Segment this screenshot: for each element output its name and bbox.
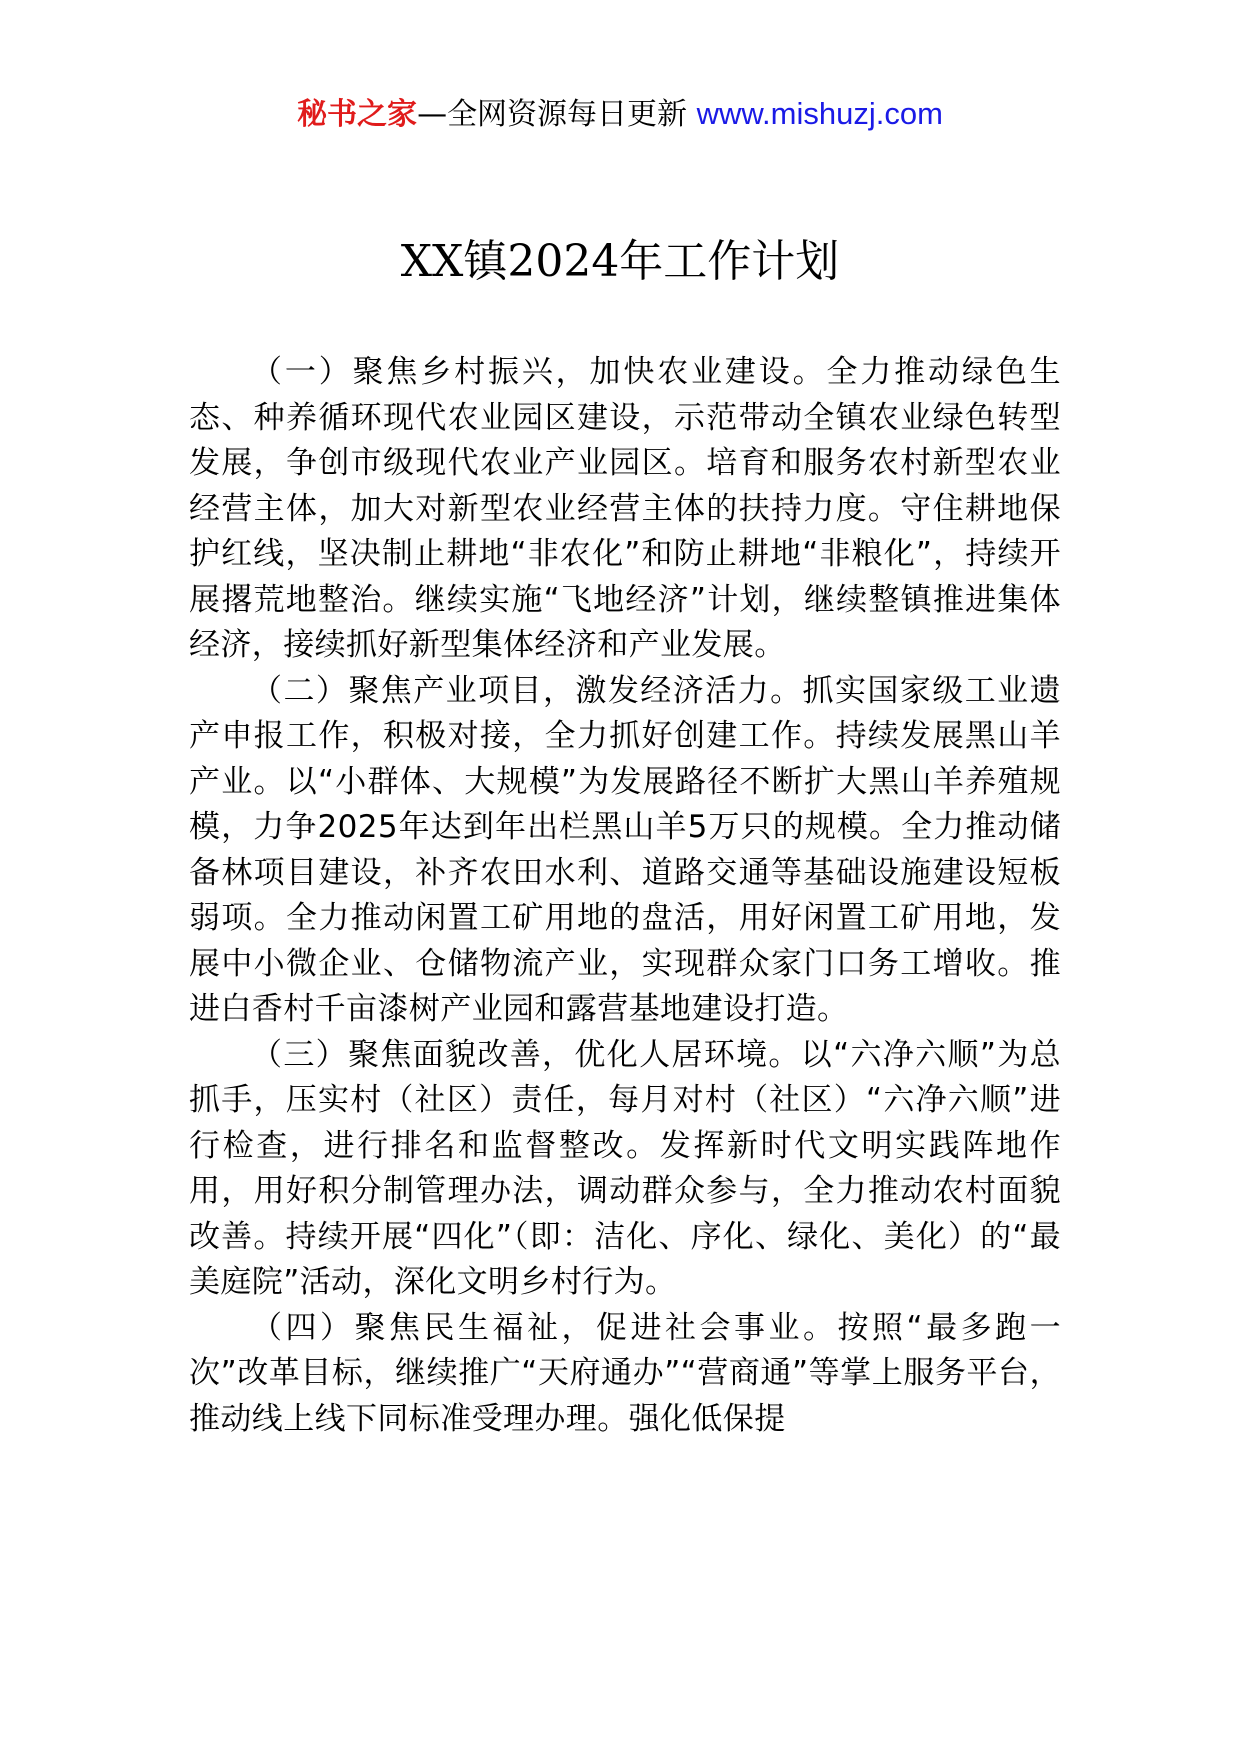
- paragraph-industrial-projects: （二）聚焦产业项目，激发经济活力。抓实国家级工业遗产申报工作，积极对接，全力抓好创建工作。持续发展黑山羊产业。以“小群体、大规模”为发展路径不断扩大黑山羊养殖规模，力争2025年达到年出栏黑山羊5万只的规模。全力推动储备林项目建设，补齐农田水利、道路交通等基础设施建设短板弱项。全力推动闲置工矿用地的盘活，用好闲置工矿用地，发展中小微企业、仓储物流产业，实现群众家门口务工增收。推进白香村千亩漆树产业园和露营基地建设打造。: [189, 672, 1061, 1027]
- document-title: XX镇2024年工作计划: [400, 236, 840, 287]
- header-tagline: —全网资源每日更新: [417, 97, 697, 132]
- brand-name: 秘书之家: [297, 97, 418, 132]
- paragraph-rural-revitalization: （一）聚焦乡村振兴，加快农业建设。全力推动绿色生态、种养循环现代农业园区建设，示范带动全镇农业绿色转型发展，争创市级现代农业产业园区。培育和服务农村新型农业经营主体，加大对新型农业经营主体的扶持力度。守住耕地保护红线，坚决制止耕地“非农化”和防止耕地“非粮化”，持续开展撂荒地整治。继续实施“飞地经济”计划，继续整镇推进集体经济，接续抓好新型集体经济和产业发展。: [189, 354, 1061, 663]
- document-body: [189, 350, 1061, 1442]
- site-header: [0, 94, 1240, 135]
- paragraph-livelihood-welfare: （四）聚焦民生福祉，促进社会事业。按照“最多跑一次”改革目标，继续推广“天府通办”“营商通”等掌上服务平台，推动线上线下同标准受理办理。强化低保提: [189, 1309, 1061, 1437]
- paragraph-environment-improvement: （三）聚焦面貌改善，优化人居环境。以“六净六顺”为总抓手，压实村（社区）责任，每月对村（社区）“六净六顺”进行检查，进行排名和监督整改。发挥新时代文明实践阵地作用，用好积分制管理办法，调动群众参与，全力推动农村面貌改善。持续开展“四化”（即：洁化、序化、绿化、美化）的“最美庭院”活动，深化文明乡村行为。: [189, 1036, 1061, 1300]
- site-url-link[interactable]: www.mishuzj.com: [696, 96, 943, 131]
